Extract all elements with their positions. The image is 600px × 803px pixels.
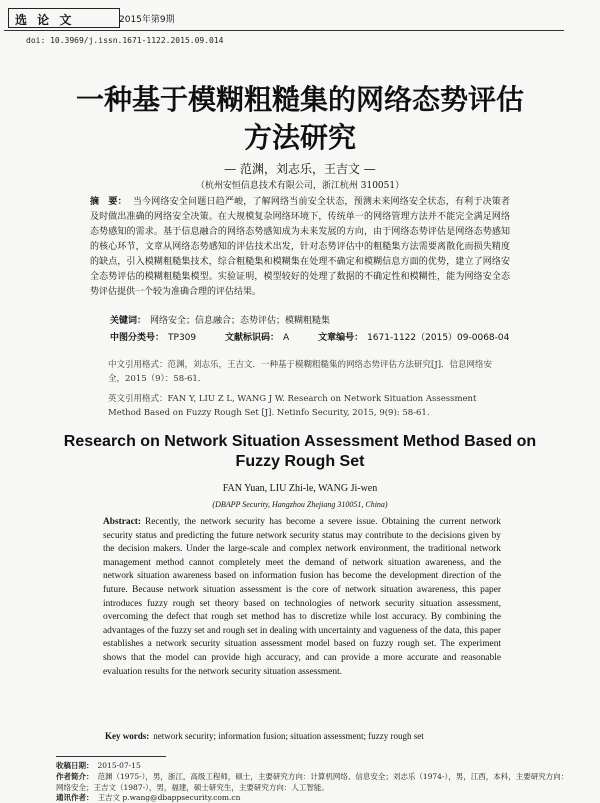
english-abstract-label: Abstract: xyxy=(103,517,142,527)
header-rule xyxy=(4,30,564,31)
section-box xyxy=(8,8,175,28)
article-number: 文章编号： 1671-1122（2015）09-0068-04 xyxy=(318,333,510,343)
english-keywords xyxy=(105,731,424,741)
doi: doi: 10.3969/j.issn.1671-1122.2015.09.014 xyxy=(26,36,224,45)
classification-meta xyxy=(110,330,535,343)
chinese-affiliation: （杭州安恒信息技术有限公司，浙江杭州 310051） xyxy=(195,181,405,191)
journal-issue: 2015年第9期 xyxy=(119,15,175,25)
english-keywords-text: network security; information fusion; situation assessment; fuzzy rough set xyxy=(153,731,424,741)
corresponding-author: 通讯作者： 王吉文 p.wang@dbappsecurity.com.cn xyxy=(56,793,241,802)
english-abstract xyxy=(103,516,501,679)
english-title-line2: Fuzzy Rough Set xyxy=(235,453,365,470)
chinese-abstract-label: 摘 要： xyxy=(90,197,127,207)
chinese-abstract xyxy=(90,195,510,300)
english-title-line1: Research on Network Situation Assessment Method Based on xyxy=(63,433,537,450)
citation-english: 英文引用格式：FAN Y, LIU Z L, WANG J W. Research on Network Situation Assessment Method Based on Fuzzy Rough Set [J]. Netinfo Security, 2015, 9(9): 58-61. xyxy=(108,394,477,418)
section-label: 选 论 文 xyxy=(15,13,75,27)
citation-chinese: 中文引用格式：范渊，刘志乐，王吉文．一种基于模糊粗糙集的网络态势评估方法研究[J]．信息网络安全，2015（9）：58-61． xyxy=(108,360,493,384)
journal-header xyxy=(4,6,600,32)
author-bio-line2: 网络安全；王吉文（1987-），男，福建，硕士研究生，主要研究方向：人工智能。 xyxy=(56,783,329,792)
english-abstract-text: Recently, the network security has become a severe issue. Obtaining the current network security status and predicting the future network security status may contribute to the decisions given by the decision makers. Under the large-scale and complex network environment, the traditional network management method cannot completely meet the demand of network situation awareness, and the network situation awareness based on information fusion has become the development direction of the future. Because network situation assessment is the core of network situation awareness, this paper introduces fuzzy rough set theory based on technologies of network security situation assessment, overcoming the defect that rough set method has to discretize while lost accuracy. By combining the advantages of the fuzzy set and rough set in dealing with uncertainty and vagueness of the data, this paper establishes a network security situation assessment model based on fuzzy rough set. The experiment shows that the model can provide high accuracy, and can provide a more accurate and reasonable evaluation results for the network security situation assessment. xyxy=(103,517,501,677)
document-code: 文献标识码： A xyxy=(225,333,290,343)
english-authors: FAN Yuan, LIU Zhi-le, WANG Ji-wen xyxy=(222,483,378,494)
chinese-authors: — 范渊，刘志乐，王吉文 — xyxy=(224,162,376,176)
english-keywords-label: Key words: xyxy=(105,731,150,741)
chinese-title-line2: 方法研究 xyxy=(243,121,356,154)
english-affiliation: (DBAPP Security, Hangzhou Zhejiang 310051, China) xyxy=(212,500,388,509)
chinese-keywords xyxy=(110,313,330,326)
footnote-rule xyxy=(56,756,166,757)
chinese-keywords-label: 关键词： xyxy=(110,316,147,326)
clc-number: 中图分类号： TP309 xyxy=(110,333,197,343)
chinese-keywords-text: 网络安全；信息融合；态势评估；模糊粗糙集 xyxy=(150,316,331,326)
chinese-abstract-text: 当今网络安全问题日趋严峻，了解网络当前安全状态，预测未来网络安全状态，有利于决策者及时做出准确的网络安全决策。在大规模复杂网络环境下，传统单一的网络管理方法并不能完全满足网络态势感知的需求。基于信息融合的网络态势感知成为未来发展的方向，由于网络态势评估是网络态势感知的核心环节，文章从网络态势感知的评估技术出发，针对态势评估中的粗糙集方法需要离散化而损失精度的缺点，引入模糊粗糙集技术，综合粗糙集和模糊集在处理不确定和模糊信息方面的优势，建立了网络安全态势评估的模糊粗糙集模型。实验证明，模型较好的处理了数据的不确定性和模糊性，能为网络安全态势评估提供一个较为准确合理的评估结果。 xyxy=(90,197,510,297)
author-bio-line1: 作者简介： 范渊（1975-），男，浙江，高级工程师，硕士，主要研究方向：计算机网络、信息安全；刘志乐（1974-），男，江西，本科，主要研究方向： xyxy=(56,772,569,781)
received-date: 收稿日期： 2015-07-15 xyxy=(56,761,141,770)
chinese-title-line1: 一种基于模糊粗糙集的网络态势评估 xyxy=(75,83,524,116)
